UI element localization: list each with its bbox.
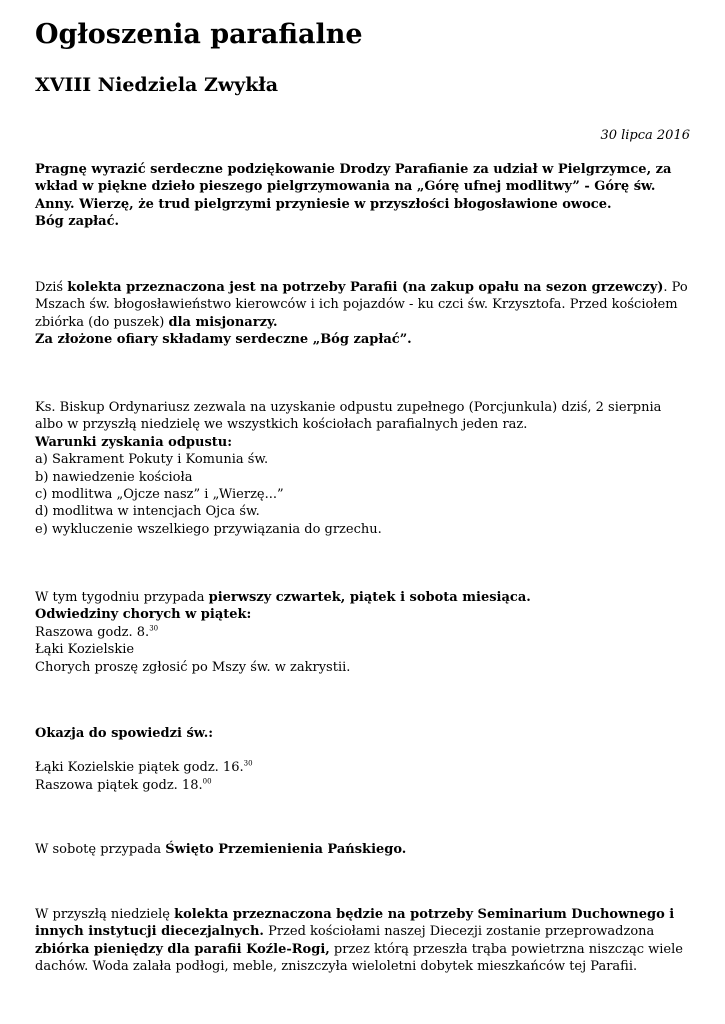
confession-heading: Okazja do spowiedzi św.:	[35, 726, 214, 741]
section-pilgrimage-thanks	[35, 161, 690, 231]
next-sunday-paragraph	[35, 906, 690, 976]
indulgence-item: c) modlitwa „Ojcze nasz” i „Wierzę...”	[35, 487, 284, 503]
confession-raszowa-minutes: 00	[202, 777, 212, 786]
indulgence-item: e) wykluczenie wszelkiego przywiązania do grzechu.	[35, 521, 382, 537]
next-sunday-text-5: przez którą przeszła trąba powietrzna niszcząc wiele dachów. Woda zalała podłogi, meble, zniszczyła wieloletni dobytek mieszkańców tej Parafii.	[35, 941, 683, 975]
announcement-date: 30 lipca 2016	[600, 128, 690, 143]
collection-thanks: Za złożone ofiary składamy serdeczne „Bóg zapłać”.	[35, 332, 412, 348]
collection-text-3: . Po Mszach św. błogosławieństwo kierowców i ich pojazdów - ku czci św. Krzysztofa. Przed kościołem zbiórka (do puszek)	[35, 280, 688, 330]
pilgrimage-text: Pragnę wyrazić serdeczne podziękowanie Drodzy Parafianie za udział w Pielgrzymce, za wkład w piękne dzieło pieszego pielgrzymowania na „Górę ufnej modlitwy” - Górę św. Anny. Wierzę, że trud pielgrzymi przyniesie w przyszłości błogosławione owoce.	[35, 162, 672, 212]
pilgrimage-thanks: Bóg zapłać.	[35, 214, 120, 230]
section-next-sunday	[35, 906, 690, 976]
indulgence-heading: Warunki zyskania odpustu:	[35, 434, 233, 450]
confession-line	[35, 777, 690, 794]
collection-paragraph	[35, 279, 690, 331]
indulgence-item: b) nawiedzenie kościoła	[35, 469, 193, 485]
transfiguration-paragraph	[35, 841, 690, 858]
confession-raszowa: Raszowa piątek godz. 18.	[35, 777, 203, 793]
confession-laki-minutes: 30	[243, 760, 253, 769]
sick-visits-raszowa-minutes: 30	[149, 624, 159, 633]
page-subtitle: XVIII Niedziela Zwykła	[35, 74, 279, 96]
next-sunday-text-3: Przed kościołami naszej Diecezji zostanie przeprowadzona	[263, 924, 655, 940]
section-indulgence	[35, 399, 690, 538]
indulgence-item: a) Sakrament Pokuty i Komunia św.	[35, 452, 269, 468]
transfiguration-text-2: Święto Przemienienia Pańskiego.	[165, 842, 407, 857]
first-days-text-2: pierwszy czwartek, piątek i sobota miesiąca.	[208, 590, 531, 605]
indulgence-item: d) modlitwa w intencjach Ojca św.	[35, 504, 260, 520]
next-sunday-text-2: kolekta przeznaczona będzie na potrzeby Seminarium Duchownego i innych instytucji diecezjalnych.	[35, 907, 675, 940]
section-first-days	[35, 589, 690, 676]
section-collection	[35, 279, 690, 349]
indulgence-intro: Ks. Biskup Ordynariusz zezwala na uzyskanie odpustu zupełnego (Porcjunkula) dziś, 2 sierpnia albo w przyszłą niedzielę we wszystkich kościołach parafialnych jeden raz.	[35, 400, 662, 433]
collection-text-4: dla misjonarzy.	[168, 314, 278, 330]
sick-visits-line	[35, 624, 690, 641]
section-transfiguration	[35, 841, 690, 858]
confession-laki: Łąki Kozielskie piątek godz. 16.	[35, 760, 244, 776]
confession-line	[35, 759, 690, 776]
transfiguration-text-1: W sobotę przypada	[35, 842, 166, 857]
sick-visits-line: Łąki Kozielskie	[35, 642, 135, 658]
page-title: Ogłoszenia parafialne	[35, 19, 363, 50]
next-sunday-text-1: W przyszłą niedzielę	[35, 907, 175, 922]
sick-visits-raszowa: Raszowa godz. 8.	[35, 624, 150, 640]
sick-visits-note: Chorych proszę zgłosić po Mszy św. w zakrystii.	[35, 659, 351, 675]
collection-text-2: kolekta przeznaczona jest na potrzeby Parafii (na zakup opału na sezon grzewczy)	[67, 280, 664, 295]
collection-text-1: Dziś	[35, 280, 68, 295]
section-confession	[35, 725, 690, 794]
first-days-paragraph	[35, 589, 690, 606]
next-sunday-text-4: zbiórka pieniędzy dla parafii Koźle-Rogi,	[35, 941, 330, 957]
first-days-text-1: W tym tygodniu przypada	[35, 590, 209, 605]
sick-visits-heading: Odwiedziny chorych w piątek:	[35, 607, 252, 623]
